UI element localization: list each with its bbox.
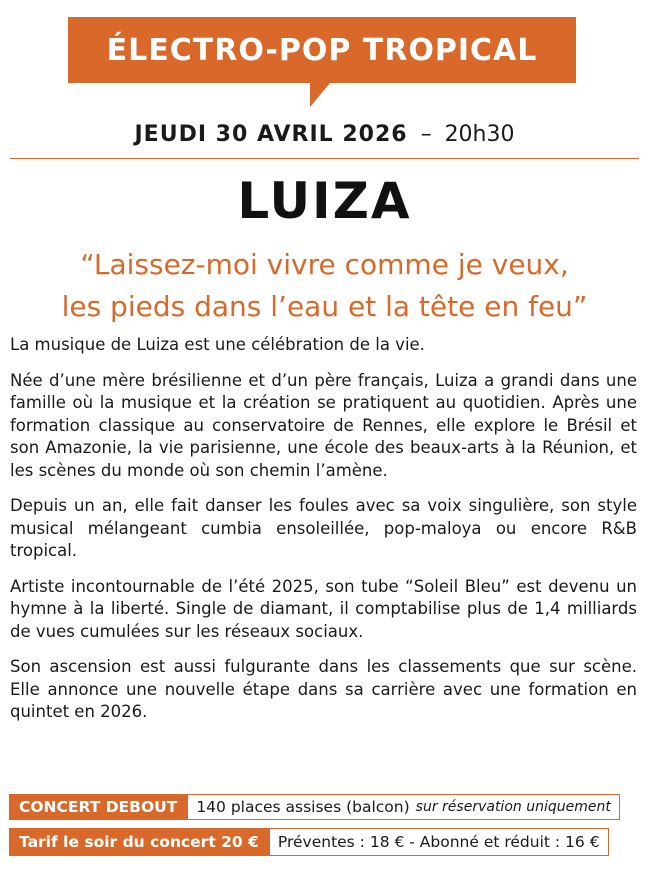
quote-line-1: “Laissez-moi vivre comme je veux, (80, 248, 569, 281)
seating-info (187, 794, 620, 820)
divider (10, 158, 639, 159)
genre-title: ÉLECTRO-POP TROPICAL (106, 32, 538, 68)
concert-info-row (9, 794, 620, 820)
presale-prices: Préventes : 18 € - Abonné et réduit : 16 € (269, 828, 609, 856)
genre-banner (68, 17, 576, 83)
event-date: JEUDI 30 AVRIL 2026 (134, 122, 408, 147)
reservation-note: sur réservation uniquement (415, 799, 611, 815)
event-time: 20h30 (444, 122, 515, 147)
paragraph: La musique de Luiza est une célébration de la vie. (10, 335, 425, 354)
concert-type-label: CONCERT DEBOUT (9, 794, 187, 820)
artist-quote (0, 244, 649, 328)
seating-places: 140 places assises (balcon) (196, 798, 410, 816)
artist-name: LUIZA (237, 172, 412, 230)
event-date-line (0, 122, 649, 147)
artist-description (10, 334, 637, 737)
banner-pointer (310, 83, 330, 107)
date-separator: – (420, 122, 432, 147)
paragraph: Née d’une mère brésilienne et d’un père français, Luiza a grandi dans une famille où la musique et la création se pratiquent au quotidien. Après une formation classique au conservatoire de Rennes, elle explore le Brésil et son Amazonie, la vie parisienne, une école des beaux-arts à la Réunion, et les scènes du monde où son chemin l’amène. (10, 370, 637, 480)
paragraph: Son ascension est aussi fulgurante dans les classements que sur scène. Elle annonce une nouvelle étape dans sa carrière avec une formation en quintet en 2026. (10, 657, 637, 721)
quote-line-2: les pieds dans l’eau et la tête en feu” (61, 290, 588, 323)
pricing-row (9, 828, 609, 856)
paragraph: Artiste incontournable de l’été 2025, son tube “Soleil Bleu” est devenu un hymne à la liberté. Single de diamant, il comptabilise plus de 1,4 milliards de vues cumulées sur les réseaux sociaux. (10, 576, 637, 641)
door-price-label: Tarif le soir du concert 20 € (9, 828, 269, 856)
paragraph: Depuis un an, elle fait danser les foules avec sa voix singulière, son style musical mélangeant cumbia ensoleillée, pop-maloya ou encore R&B tropical. (10, 496, 637, 560)
